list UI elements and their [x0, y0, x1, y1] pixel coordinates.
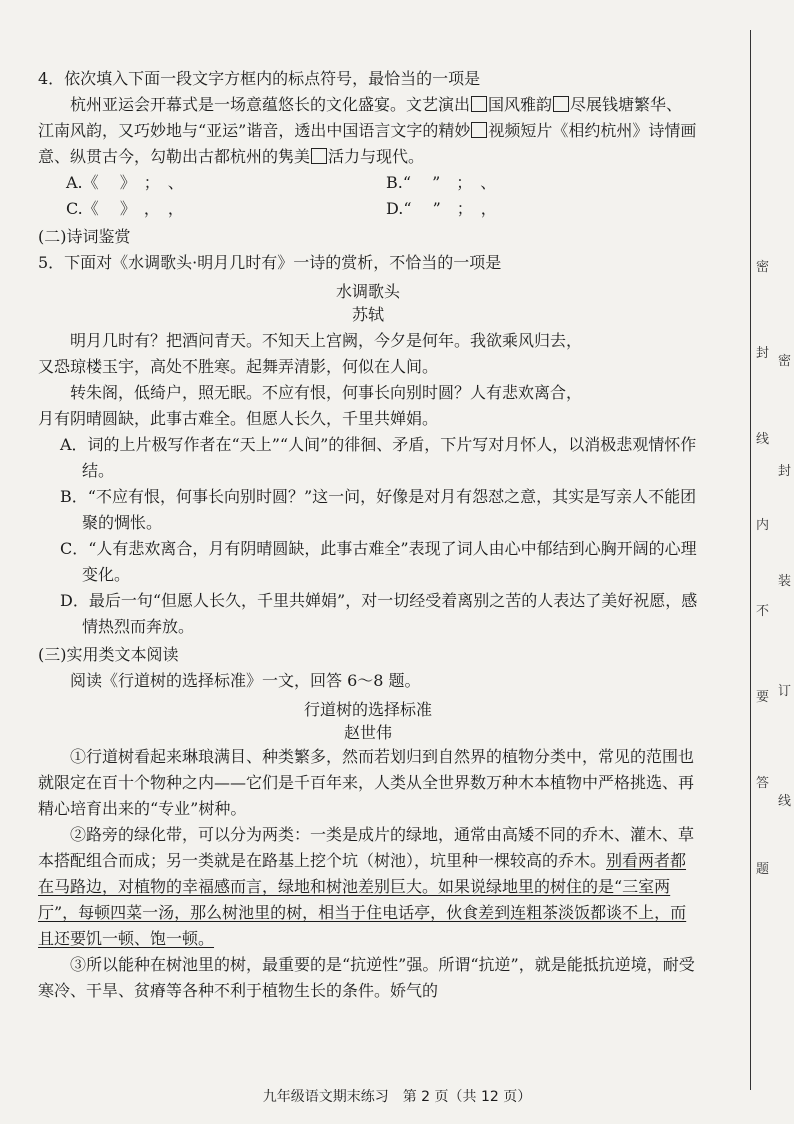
reading-intro: 阅读《行道树的选择标准》一文，回答 6～8 题。 — [70, 671, 421, 690]
binding-label: 订 — [778, 684, 792, 699]
passage-part: 国风雅韵 — [488, 95, 553, 114]
page-content — [38, 66, 698, 1004]
underlined-sentence: 别看两者都在马路边，对植物的幸福感而言，绿地和树池差别巨大。如果说绿地里的树住的是“三室两厅”，每顿四菜一汤，那么树池里的树，相当于住电话亭，伙食差到连粗茶淡饭都谈不上，而且还要饥一顿、饱一顿。 — [38, 851, 687, 948]
passage-part: 视频短片《相约杭州》诗情画意、纵贯古今，勾勒出古都杭州的隽美 — [38, 121, 697, 166]
article-paragraph-3: ③所以能种在树池里的树，最重要的是“抗逆性”强。所谓“抗逆”，就是能抵抗逆境，耐受寒冷、干旱、贫瘠等各种不利于植物生长的条件。娇气的 — [38, 955, 695, 1000]
binding-label: 线 — [756, 432, 770, 447]
section-heading: (三)实用类文本阅读 — [38, 645, 179, 664]
page-footer: 九年级语文期末练习 第 2 页（共 12 页） — [262, 1089, 532, 1105]
poem-line: 明月几时有？把酒问青天。不知天上宫阙，今夕是何年。我欲乘风归去， — [70, 331, 583, 350]
option-a: A.《 》 ； 、 — [66, 173, 184, 192]
binding-label: 题 — [756, 862, 770, 877]
option-b: B.“ ” ； 、 — [386, 173, 497, 192]
choice-b: B．“不应有恨，何事长向别时圆？”这一问，好像是对月有怨怼之意，其实是写亲人不能团聚的惆怅。 — [60, 487, 697, 532]
blank-box — [553, 96, 569, 112]
option-c: C.《 》 ， ， — [66, 199, 184, 218]
binding-label: 封 — [778, 464, 792, 479]
blank-box — [471, 96, 487, 112]
poem-author: 苏轼 — [351, 305, 384, 324]
section-heading: (二)诗词鉴赏 — [38, 227, 131, 246]
choice-a: A．词的上片极写作者在“天上”“人间”的徘徊、矛盾，下片写对月怀人，以消极悲观情怀作结。 — [60, 435, 697, 480]
question-4-options — [66, 170, 698, 222]
binding-label: 要 — [756, 690, 770, 705]
paragraph-part: ②路旁的绿化带，可以分为两类：一类是成片的绿地，通常由高矮不同的乔木、灌木、草本搭配组合而成；另一类就是在路基上挖个坑（树池），坑里种一棵较高的乔木。 — [38, 825, 695, 870]
article-title: 行道树的选择标准 — [303, 700, 432, 719]
passage-part: 妙 — [454, 121, 471, 140]
blank-box — [311, 148, 327, 164]
article-paragraph-1: ①行道树看起来琳琅满目、种类繁多，然而若划归到自然界的植物分类中，常见的范围也就限定在百十个物种之内——它们是千百年来，人类从全世界数万种木本植物中严格挑选、再精心培育出来的“专业”树种。 — [38, 747, 695, 818]
passage-part: 尽展钱塘繁华、江南风韵，又巧妙地与“亚运”谐音，透出中国语言文字的精 — [38, 95, 683, 140]
passage-part: 活力与现代。 — [328, 147, 425, 166]
blank-box — [471, 122, 487, 138]
choice-c: C．“人有悲欢离合，月有阴晴圆缺，此事古难全”表现了词人由心中郁结到心胸开阔的心理变化。 — [60, 539, 697, 584]
poem-line: 月有阴晴圆缺，此事古难全。但愿人长久，千里共婵娟。 — [38, 409, 439, 428]
binding-label: 线 — [778, 794, 792, 809]
binding-label: 装 — [778, 574, 792, 589]
choice-d: D．最后一句“但愿人长久，千里共婵娟”，对一切经受着离别之苦的人表达了美好祝愿，感情热烈而奔放。 — [60, 591, 698, 636]
binding-strip — [736, 30, 794, 1090]
article-paragraph-2 — [38, 822, 698, 952]
passage-part: 杭州亚运会开幕式是一场意蕴悠长的文化盛宴。文艺演出 — [70, 95, 471, 114]
poem-line: 又恐琼楼玉宇，高处不胜寒。起舞弄清影，何似在人间。 — [38, 357, 439, 376]
option-d: D.“ ” ； ， — [386, 199, 497, 218]
poem-line: 转朱阁，低绮户，照无眠。不应有恨，何事长向别时圆？人有悲欢离合， — [70, 383, 583, 402]
article-author: 赵世伟 — [343, 723, 392, 742]
question-4-passage — [38, 92, 698, 170]
binding-line — [750, 30, 751, 1090]
binding-label: 密 — [756, 260, 770, 275]
binding-label: 密 — [778, 354, 792, 369]
question-4-stem: 4．依次填入下面一段文字方框内的标点符号，最恰当的一项是 — [38, 69, 481, 88]
binding-label: 不 — [756, 604, 770, 619]
poem-text — [38, 328, 698, 432]
binding-label: 内 — [756, 518, 770, 533]
binding-label: 答 — [756, 776, 770, 791]
poem-title: 水调歌头 — [335, 282, 400, 301]
question-5-stem: 5．下面对《水调歌头·明月几时有》一诗的赏析，不恰当的一项是 — [38, 253, 502, 272]
binding-label: 封 — [756, 346, 770, 361]
